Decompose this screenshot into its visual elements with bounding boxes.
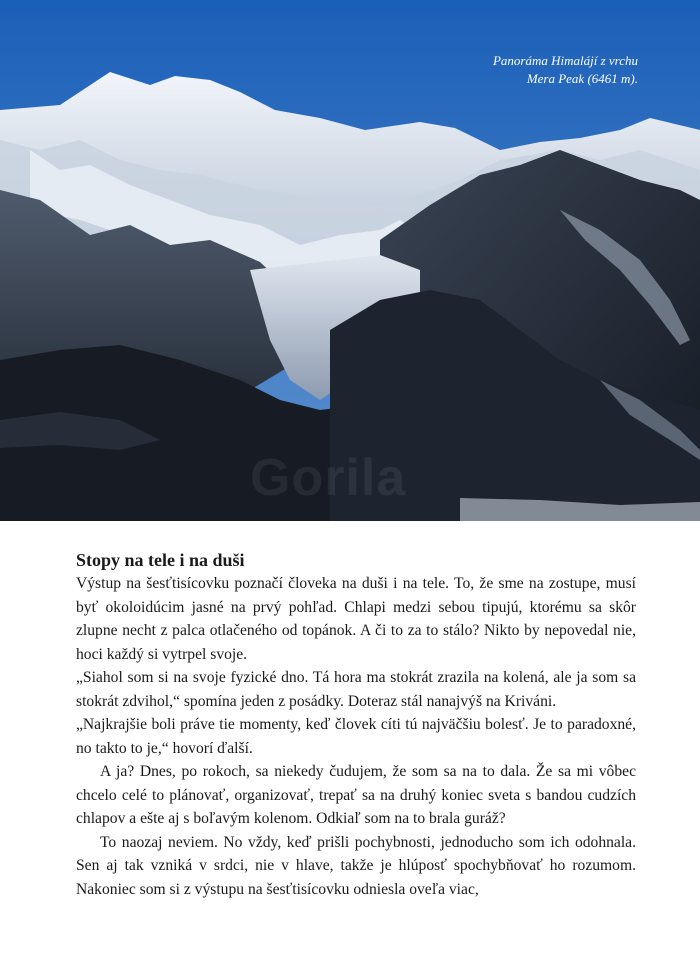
paragraph-2: „Siahol som si na svoje fyzické dno. Tá hora ma stokrát zrazila na kolená, ale ja som sa stokrát zdvihol,“ spomína jeden z posádky. Doteraz stál nanajvýš na Kriváni. xyxy=(76,669,636,710)
section-heading: Stopy na tele i na duši xyxy=(76,550,245,570)
paragraph-3: „Najkrajšie boli práve tie momenty, keď človek cíti tú najväčšiu bolesť. Je to paradoxné, no takto to je,“ hovorí ďalší. xyxy=(76,716,636,757)
paragraph-5: To naozaj neviem. No vždy, keď prišli pochybnosti, jednoducho som ich odohnala. Sen aj tak vzniká v srdci, nie v hlave, takže je hlúposť spochybňovať ho rozumom. Nakoniec som si z výstupu na šesťtisícovku odniesla oveľa viac, xyxy=(76,833,636,898)
publisher-watermark: Gorila xyxy=(250,449,407,507)
caption-line-2: Mera Peak (6461 m). xyxy=(526,71,638,86)
article-body xyxy=(76,548,636,901)
paragraph-1: Výstup na šesťtisícovku poznačí človeka na duši i na tele. To, že sme na zostupe, musí byť okoloidúcim jasné na prvý pohľad. Chlapi medzi sebou tipujú, ktorému sa skôr zlupne necht z palca otlačeného od topánok. A či to za to stálo? Nikto by nepovedal nie, hoci každý si vytrpel svoje. xyxy=(76,575,636,663)
photo-caption xyxy=(418,52,638,88)
paragraph-4: A ja? Dnes, po rokoch, sa niekedy čudujem, že som sa na to dala. Že sa mi vôbec chcelo celé to plánovať, organizovať, trepať sa na druhý koniec sveta s bandou cudzích chlapov a ešte aj s boľavým kolenom. Odkiaľ som na to brala guráž? xyxy=(76,763,636,827)
caption-line-1: Panoráma Himalájí z vrchu xyxy=(492,53,638,68)
